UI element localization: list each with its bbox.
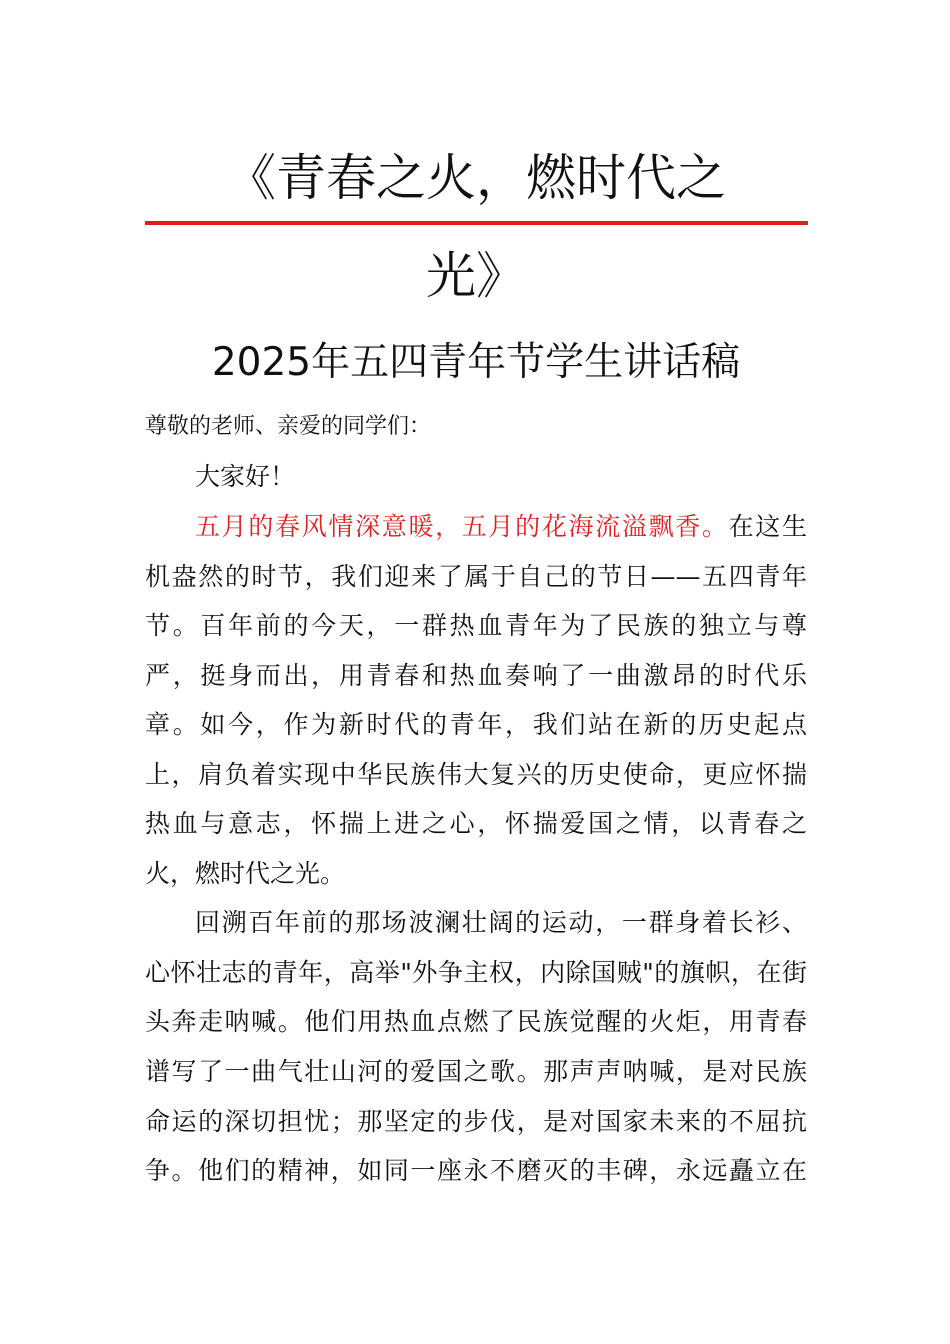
paragraph-1-highlight: 五月的春风情深意暖，五月的花海流溢飘香。 — [195, 512, 729, 541]
paragraph-2-line-6: 争。他们的精神，如同一座永不磨灭的丰碑，永远矗立在 — [145, 1156, 807, 1185]
paragraph-2-line-1: 回溯百年前的那场波澜壮阔的运动，一群身着长衫、 — [195, 908, 807, 937]
salutation: 尊敬的老师、亲爱的同学们： — [145, 414, 432, 439]
paragraph-1-line-6: 上，肩负着实现中华民族伟大复兴的历史使命，更应怀揣 — [145, 760, 807, 789]
paragraph-2-line-5: 命运的深切担忧；那坚定的步伐，是对国家未来的不屈抗 — [145, 1107, 807, 1136]
greeting: 大家好！ — [195, 462, 296, 491]
paragraph-1-line-5: 章。如今，作为新时代的青年，我们站在新的历史起点 — [145, 710, 807, 739]
paragraph-2-line-4: 谱写了一曲气壮山河的爱国之歌。那声声呐喊，是对民族 — [145, 1057, 807, 1086]
document-title-line-1: 《青春之火，燃时代之 — [226, 149, 726, 207]
paragraph-1-line-8: 火，燃时代之光。 — [145, 859, 346, 888]
paragraph-1-line-4: 严，挺身而出，用青春和热血奏响了一曲激昂的时代乐 — [145, 661, 807, 690]
title-red-rule — [145, 221, 808, 225]
paragraph-1-line-1-rest: 在这生 — [728, 512, 807, 541]
paragraph-1-line-3: 节。百年前的今天，一群热血青年为了民族的独立与尊 — [145, 611, 807, 640]
paragraph-1-line-1 — [145, 510, 807, 544]
paragraph-2-line-2: 心怀壮志的青年，高举"外争主权，内除国贼"的旗帜，在街 — [145, 958, 807, 987]
paragraph-1-line-2: 机盎然的时节，我们迎来了属于自己的节日——五四青年 — [145, 562, 807, 591]
paragraph-1-line-7: 热血与意志，怀揣上进之心，怀揣爱国之情，以青春之 — [145, 809, 807, 838]
document-subtitle: 2025年五四青年节学生讲话稿 — [211, 340, 741, 385]
paragraph-2-line-3: 头奔走呐喊。他们用热血点燃了民族觉醒的火炬，用青春 — [145, 1007, 807, 1036]
document-title-line-2: 光》 — [426, 247, 526, 305]
